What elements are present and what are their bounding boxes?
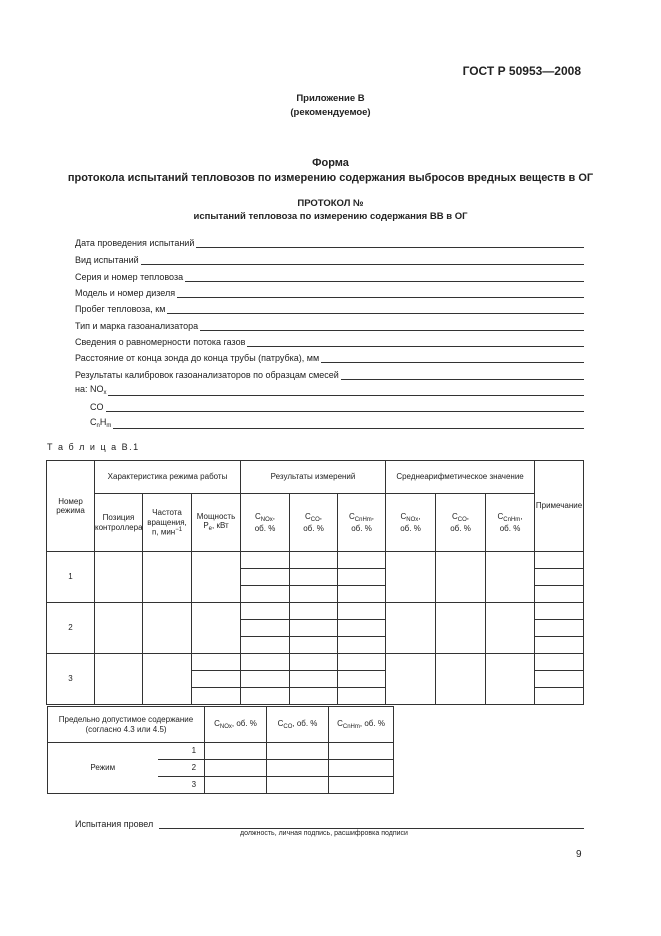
col-mean-co: $C_{CO}$, об. % — [436, 494, 486, 552]
group-mean-header: Среднеарифметическое значение — [386, 461, 535, 494]
limit-mode-3: 3 — [158, 777, 205, 794]
col-note-header: Примечание — [535, 461, 584, 552]
emissions-table — [46, 460, 584, 705]
col-result-cnhm: $C_{CnHm}$, об. % — [338, 494, 386, 552]
group-characteristics-header: Характеристика режима работы — [95, 461, 241, 494]
col-power-header: Мощность $P_e$, кВт — [192, 494, 241, 552]
col-speed-header: Частота вращения, n, мин$^{-1}$ — [143, 494, 192, 552]
limit-col-cnhm: $C_{CnHm}$, об. % — [329, 707, 394, 743]
group-results-header: Результаты измерений — [241, 461, 386, 494]
limits-header: Предельно допустимое содержание (согласно 4.3 или 4.5) — [48, 707, 205, 743]
mode-2-number: 2 — [47, 603, 95, 654]
mode-1-number: 1 — [47, 552, 95, 603]
table-caption: Т а б л и ц а В.1 — [47, 442, 140, 452]
page-number: 9 — [576, 849, 582, 860]
field-calibration[interactable]: Результаты калибровок газоанализаторов по образцам смесей — [75, 366, 584, 380]
field-uniformity[interactable]: Сведения о равномерности потока газов — [75, 333, 584, 347]
appendix-status: (рекомендуемое) — [290, 107, 371, 118]
signature-caption: должность, личная подпись, расшифровка подписи — [240, 830, 408, 837]
field-date[interactable]: Дата проведения испытаний — [75, 234, 584, 248]
protocol-subtitle: испытаний тепловоза по измерению содержания ВВ в ОГ — [193, 211, 468, 222]
mode-3-number: 3 — [47, 654, 95, 705]
protocol-title: ПРОТОКОЛ № — [297, 198, 364, 209]
limit-col-nox: $C_{NOx}$, об. % — [205, 707, 267, 743]
standard-number: ГОСТ Р 50953—2008 — [462, 64, 581, 78]
col-result-co: $C_{CO}$, об. % — [290, 494, 338, 552]
limits-table — [47, 706, 394, 794]
limit-col-co: $C_{CO}$, об. % — [267, 707, 329, 743]
limit-mode-2: 2 — [158, 760, 205, 777]
limit-mode-1: 1 — [158, 743, 205, 760]
field-co[interactable]: CO — [90, 398, 584, 412]
field-engine[interactable]: Модель и номер дизеля — [75, 284, 584, 298]
appendix-title: Приложение В — [296, 93, 365, 104]
col-mean-cnhm: $C_{CnHm}$, об. % — [486, 494, 535, 552]
field-mileage[interactable]: Пробег тепловоза, км — [75, 300, 584, 314]
form-subtitle: протокола испытаний тепловозов по измерению содержания выбросов вредных веществ в ОГ — [67, 172, 594, 184]
mode-label: Режим — [48, 743, 158, 794]
col-mean-nox: $C_{NOx}$, об. % — [386, 494, 436, 552]
field-series[interactable]: Серия и номер тепловоза — [75, 268, 584, 282]
field-analyzer[interactable]: Тип и марка газоанализатора — [75, 317, 584, 331]
col-result-nox: $C_{NOx}$, об. % — [241, 494, 290, 552]
field-nox[interactable]: на: $NO_x$ — [75, 382, 584, 396]
signature-field[interactable]: Испытания провел — [75, 815, 584, 829]
form-title: Форма — [312, 157, 349, 169]
field-distance[interactable]: Расстояние от конца зонда до конца трубы (патрубка), мм — [75, 349, 584, 363]
col-mode-header: Номер режима — [47, 461, 95, 552]
field-cnhm[interactable]: $C_nH_m$ — [90, 415, 584, 429]
field-test-type[interactable]: Вид испытаний — [75, 251, 584, 265]
col-position-header: Позиция контроллера — [95, 494, 143, 552]
